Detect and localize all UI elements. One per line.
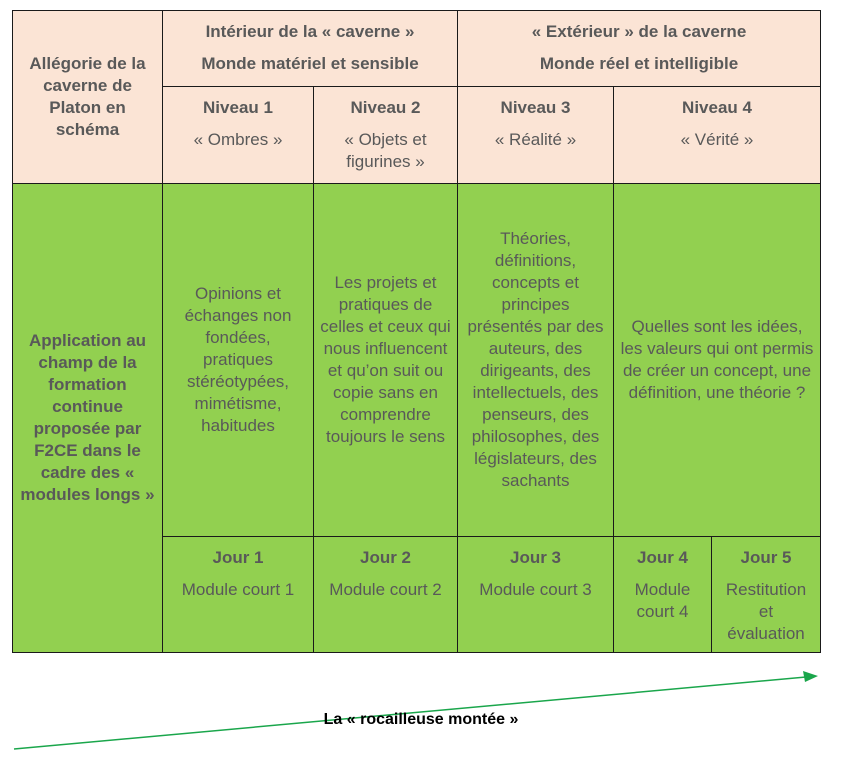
day-3-cell: [458, 537, 614, 653]
description-2-cell: [314, 184, 458, 537]
description-2: Les projets et pratiques de celles et ceux qui nous influencent et qu’on suit ou copie sans en comprendre toujours le sens: [320, 273, 451, 446]
description-3-cell: [458, 184, 614, 537]
day-1-label: Jour 1: [212, 548, 264, 567]
description-1-cell: [163, 184, 314, 537]
group-interior-cell: [163, 11, 458, 87]
day-2-label: Jour 2: [359, 548, 412, 567]
description-1: Opinions et échanges non fondées, pratiques stéréotypées, mimétisme, habitudes: [184, 284, 292, 435]
day-5-module: Restitution et évaluation: [725, 580, 807, 643]
level-3-name: « Réalité »: [494, 130, 577, 149]
level-1-cell: [163, 87, 314, 184]
day-4-cell: [614, 537, 712, 653]
level-1-label: Niveau 1: [203, 98, 273, 117]
description-4-cell: [614, 184, 821, 537]
allegory-table: [12, 10, 821, 653]
description-4: Quelles sont les idées, les valeurs qui ont permis de créer un concept, une définition, une théorie ?: [620, 317, 814, 402]
day-2-module: Module court 2: [329, 580, 442, 599]
description-3: Théories, définitions, concepts et principes présentés par des auteurs, des dirigeants, des intellectuels, des penseurs, des philosophes, des législateurs, des sachants: [467, 229, 604, 490]
group-exterior-line2: Monde réel et intelligible: [539, 54, 739, 73]
group-interior-line2: Monde matériel et sensible: [201, 54, 419, 73]
day-2-cell: [314, 537, 458, 653]
day-5-label: Jour 5: [740, 548, 792, 567]
corner-title: Allégorie de la caverne de Platon en schéma: [29, 54, 146, 139]
day-3-module: Module court 3: [479, 580, 592, 599]
application-label-cell: [13, 184, 163, 653]
day-1-module: Module court 1: [181, 580, 295, 599]
day-5-cell: [712, 537, 821, 653]
level-4-name: « Vérité »: [680, 130, 754, 149]
level-3-cell: [458, 87, 614, 184]
application-label: Application au champ de la formation continue proposée par F2CE dans le cadre des « modules longs »: [20, 331, 155, 504]
arrow-head: [803, 671, 818, 682]
group-exterior-cell: [458, 11, 821, 87]
arrow-caption: La « rocailleuse montée »: [323, 711, 519, 728]
level-1-name: « Ombres »: [193, 130, 283, 149]
level-4-label: Niveau 4: [682, 98, 752, 117]
level-4-cell: [614, 87, 821, 184]
day-1-cell: [163, 537, 314, 653]
group-exterior-line1: « Extérieur » de la caverne: [531, 22, 747, 41]
day-4-label: Jour 4: [637, 548, 689, 567]
level-3-label: Niveau 3: [500, 98, 571, 117]
level-2-cell: [314, 87, 458, 184]
level-2-name: « Objets et figurines »: [344, 130, 427, 171]
level-2-label: Niveau 2: [350, 98, 421, 117]
day-4-module: Module court 4: [634, 580, 691, 621]
group-interior-line1: Intérieur de la « caverne »: [205, 22, 415, 41]
day-3-label: Jour 3: [510, 548, 562, 567]
corner-title-cell: [13, 11, 163, 184]
